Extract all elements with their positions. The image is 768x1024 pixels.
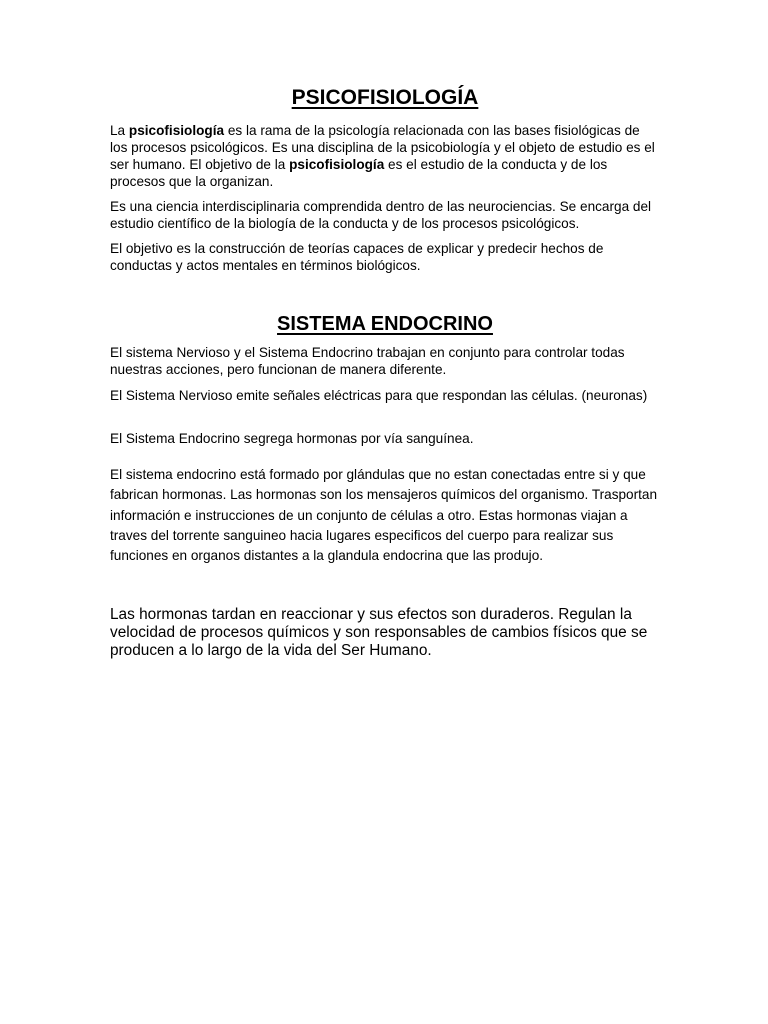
section-title-sistema-endocrino: SISTEMA ENDOCRINO bbox=[277, 313, 493, 335]
section-title-psicofisiologia: PSICOFISIOLOGÍA bbox=[291, 86, 479, 109]
bold-term: psicofisiología bbox=[128, 123, 225, 138]
paragraph-endocrine-system: El Sistema Endocrino segrega hormonas por vía sanguínea. bbox=[110, 431, 474, 446]
text-run: es la rama de la psicología relacionada con las bases fisiológicas de los procesos psicológicos. Es una disciplina de la psicobiología y el objeto de estudio es el ser humano. El objetivo de la bbox=[110, 123, 655, 172]
text-run: La bbox=[110, 123, 129, 138]
bold-term: psicofisiología bbox=[289, 157, 385, 172]
paragraph-systems-together: El sistema Nervioso y el Sistema Endocrino trabajan en conjunto para controlar todas nuestras acciones, pero funcionan de manera diferente. bbox=[110, 345, 625, 377]
paragraph-nervous-system: El Sistema Nervioso emite señales eléctricas para que respondan las células. (neuronas) bbox=[110, 388, 648, 403]
paragraph-psicofisiologia-definition bbox=[110, 122, 660, 190]
paragraph-interdisciplinary: Es una ciencia interdisciplinaria comprendida dentro de las neurociencias. Se encarga del estudio científico de la biología de la conducta y de los procesos psicológicos. bbox=[110, 199, 652, 231]
paragraph-hormone-effects: Las hormonas tardan en reaccionar y sus efectos son duraderos. Regulan la velocidad de procesos químicos y son responsables de cambios físicos que se producen a lo largo de la vida del Ser Humano. bbox=[110, 606, 648, 659]
text-run: es el estudio de la conducta y de los procesos que la organizan. bbox=[110, 157, 608, 189]
paragraph-glands-hormones: El sistema endocrino está formado por glándulas que no estan conectadas entre si y que fabrican hormonas. Las hormonas son los mensajeros químicos del organismo. Trasportan información e instrucciones de un conjunto de células a otro. Estas hormonas viajan a traves del torrente sanguineo hacia lugares especificos del cuerpo para realizar sus funciones en organos distantes a la glandula endocrina que las produjo. bbox=[110, 467, 658, 564]
paragraph-objective: El objetivo es la construcción de teorías capaces de explicar y predecir hechos de conductas y actos mentales en términos biológicos. bbox=[110, 241, 604, 273]
